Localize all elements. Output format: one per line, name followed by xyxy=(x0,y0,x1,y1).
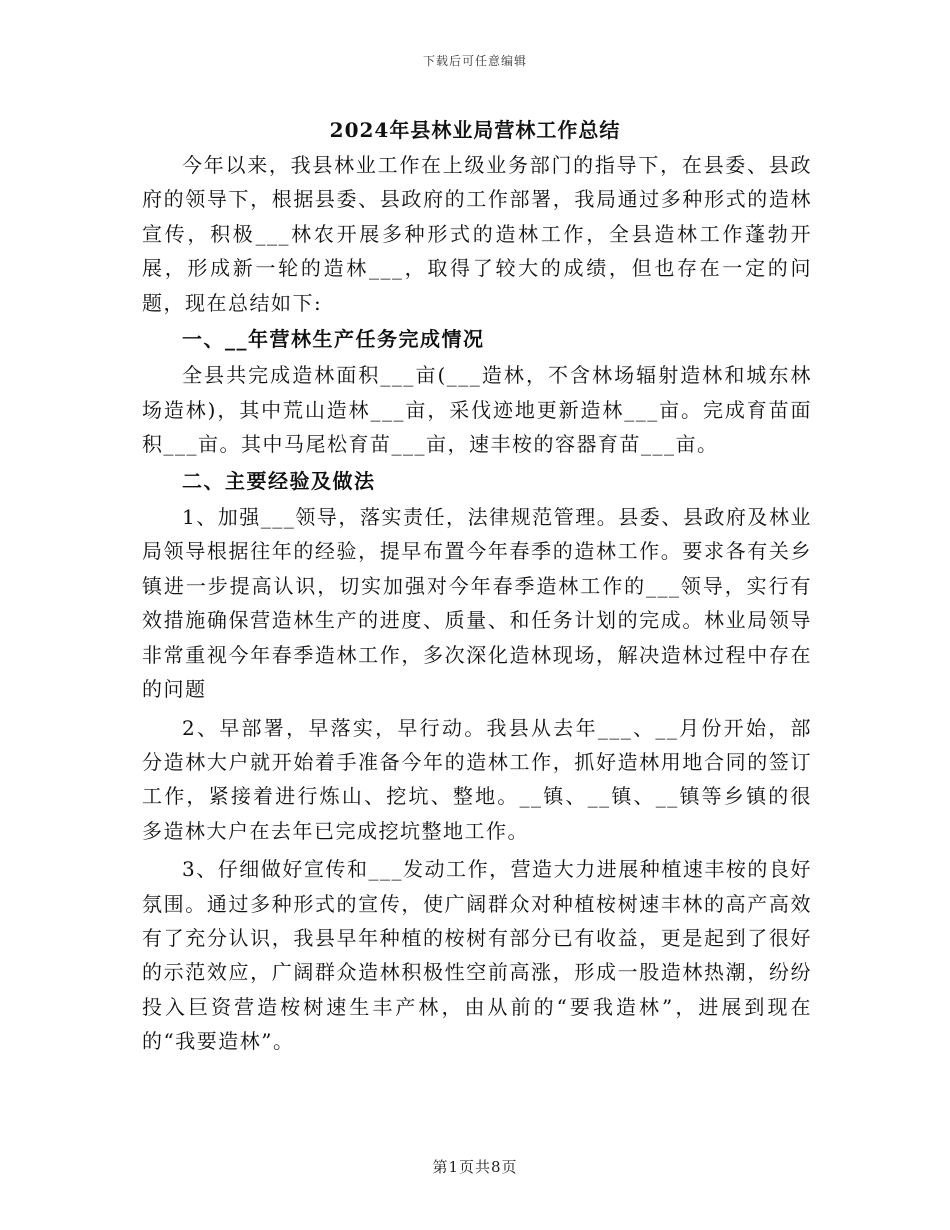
document-title: 2024年县林业局营林工作总结 xyxy=(329,118,621,142)
point-3-paragraph: 3、仔细做好宣传和___发动工作，营造大力进展种植速丰桉的良好氛围。通过多种形式的宣传，使广阔群众对种植桉树速丰林的高产高效有了充分认识，我县早年种植的桉树有部分已有收益，更是起到了很好的示范效应，广阔群众造林积极性空前高涨，形成一股造林热潮，纷纷投入巨资营造桉树速生丰产林，由从前的“要我造林”，进展到现在的“我要造林”。 xyxy=(142,857,812,1054)
intro-paragraph: 今年以来，我县林业工作在上级业务部门的指导下，在县委、县政府的领导下，根据县委、县政府的工作部署，我局通过多种形式的造林宣传，积极___林农开展多种形式的造林工作，全县造林工作蓬勃开展，形成新一轮的造林___，取得了较大的成绩，但也存在一定的问题，现在总结如下: xyxy=(142,153,812,315)
page-number: 第1页共8页 xyxy=(432,1158,518,1176)
section-heading-2: 二、主要经验及做法 xyxy=(182,468,376,493)
point-1-paragraph: 1、加强___领导，落实责任，法律规范管理。县委、县政府及林业局领导根据往年的经验，提早布置今年春季的造林工作。要求各有关乡镇进一步提高认识，切实加强对今年春季造林工作的___领导，实行有效措施确保营造林生产的进度、质量、和任务计划的完成。林业局领导非常重视今年春季造林工作，多次深化造林现场，解决造林过程中存在的问题 xyxy=(142,505,812,702)
document-body xyxy=(142,148,812,1059)
section-1-paragraph: 全县共完成造林面积___亩(___造林，不含林场辐射造林和城东林场造林)，其中荒山造林___亩，采伐迹地更新造林___亩。完成育苗面积___亩。其中马尾松育苗___亩，速丰桉的容器育苗___亩。 xyxy=(142,363,812,457)
point-2-paragraph: 2、早部署，早落实，早行动。我县从去年___、__月份开始，部分造林大户就开始着手准备今年的造林工作，抓好造林用地合同的签订工作，紧接着进行炼山、挖坑、整地。__镇、__镇、__镇等乡镇的很多造林大户在去年已完成挖坑整地工作。 xyxy=(142,715,812,843)
header-note: 下载后可任意编辑 xyxy=(422,54,527,68)
section-heading-1: 一、__年营林生产任务完成情况 xyxy=(182,327,485,352)
